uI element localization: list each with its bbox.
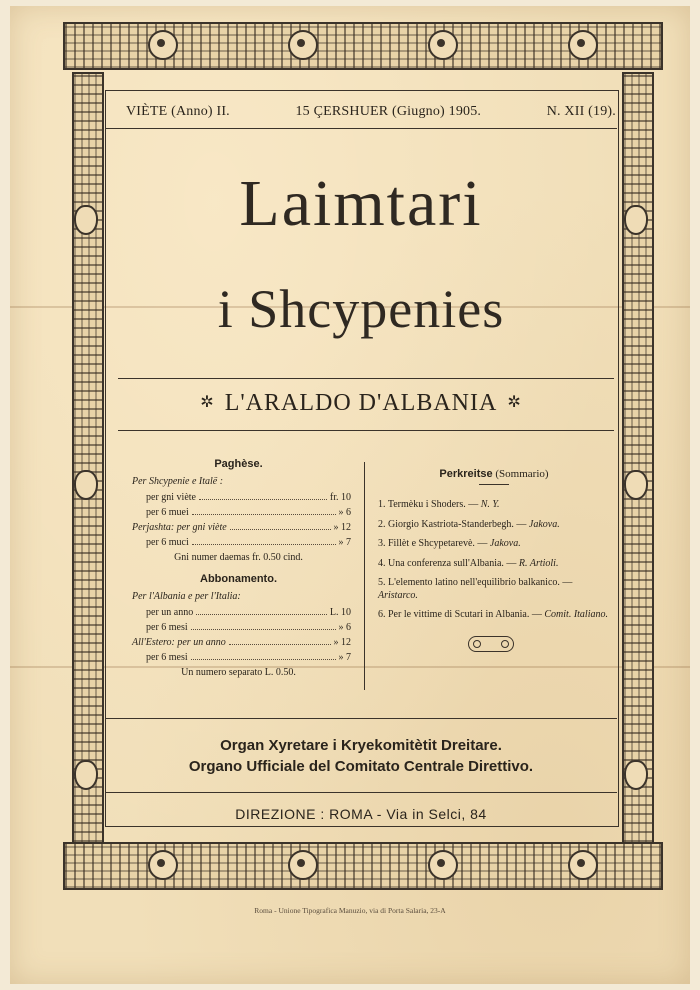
payment-group1-label: Per Shcypenie e Italë : [132,476,224,487]
payment-group2-label: Perjashta: per gni viète [132,522,227,533]
rosette-ornament [288,30,318,60]
summary-item: 5. L'elemento latino nell'equilibrio balkanico. — Aristarco. [378,577,573,601]
mask-ornament [74,205,98,235]
price-row [126,622,351,633]
price-amount: » 12 [333,522,351,533]
price-amount: » 7 [338,652,351,663]
payment-heading: Paghèse. [214,458,263,470]
subtitle-rule-bottom [118,430,614,431]
mask-ornament [624,760,648,790]
subscription-heading: Abbonamento. [200,573,277,585]
printer-imprint: Roma - Unione Tipografica Manuzio, via di Porta Salaria, 23-A [254,906,446,915]
mask-ornament [624,205,648,235]
subtitle-rule-top [118,378,614,379]
price-row [126,652,351,663]
price-row [126,522,351,533]
price-row [126,607,351,618]
summary-heading: Perkreitse (Sommario) [439,468,549,480]
left-ornament-band [72,72,104,844]
organ-rule-bottom [105,792,617,793]
price-amount: » 6 [338,507,351,518]
subtitle [105,390,617,417]
price-row [126,637,351,648]
rosette-ornament [568,850,598,880]
masthead-rule [105,128,617,129]
right-ornament-band [622,72,654,844]
price-row [126,507,351,518]
summary-item: 4. Una conferenza sull'Albania. — R. Artioli. [378,557,559,569]
price-amount: » 12 [333,637,351,648]
subscription-group1-label: Per l'Albania e per l'Italia: [132,591,241,602]
organ-line-italian: Organo Ufficiale del Comitato Centrale Direttivo. [188,758,534,775]
rosette-ornament [288,850,318,880]
organ-line-albanian: Organ Xyretare i Kryekomitètit Dreitare. [220,737,502,754]
star-ornament-icon: ✲ [507,394,522,411]
price-row [126,492,351,503]
price-amount: » 6 [338,622,351,633]
price-label: per un anno [146,607,194,618]
subscription-group2-label: All'Estero: per un anno [132,637,226,648]
single-issue-price: Gni numer daemas fr. 0.50 cind. [174,552,303,563]
masthead-line [126,104,616,120]
price-label: per 6 mesi [146,652,188,663]
rosette-ornament [568,30,598,60]
rosette-ornament [428,30,458,60]
price-label: per gni viète [146,492,196,503]
price-label: per 6 muci [146,537,189,548]
star-ornament-icon: ✲ [200,394,215,411]
summary-item: 2. Giorgio Kastriota-Standerbegh. — Jakova. [378,518,560,530]
price-amount: » 7 [338,537,351,548]
prices-column [126,458,351,688]
rosette-ornament [428,850,458,880]
mask-ornament [74,760,98,790]
newspaper-title-line2: i Shcypenies [217,279,505,339]
price-amount: fr. 10 [329,492,351,503]
price-label: per 6 mesi [146,622,188,633]
mask-ornament [624,470,648,500]
rosette-ornament [148,30,178,60]
mask-ornament [74,470,98,500]
vignette-ornament-icon [468,636,514,652]
price-amount: L. 10 [329,607,351,618]
column-divider [364,462,365,690]
summary-item: 3. Fillèt e Shcypetarevè. — Jakova. [378,538,521,549]
summary-item: 6. Per le vittime di Scutari in Albania. — Comit. Italiano. [378,609,608,620]
rosette-ornament [148,850,178,880]
subtitle-text: L'ARALDO D'ALBANIA [224,390,498,416]
issue-number: N. XII (19). [546,104,616,119]
newspaper-title-line1: Laimtari [239,167,483,240]
summary-rule [479,484,509,485]
price-row [126,537,351,548]
price-label: per 6 muei [146,507,189,518]
issue-date: 15 ÇERSHUER (Giugno) 1905. [295,104,482,119]
summary-column [378,468,610,652]
summary-list [378,499,610,622]
volume-label: VIÈTE (Anno) II. [126,104,230,119]
single-issue-price: Un numero separato L. 0.50. [181,667,296,678]
direction-address: DIREZIONE : ROMA - Via in Selci, 84 [235,806,487,822]
summary-item: 1. Termèku i Shoders. — N. Y. [378,499,500,510]
organ-rule-top [105,718,617,719]
